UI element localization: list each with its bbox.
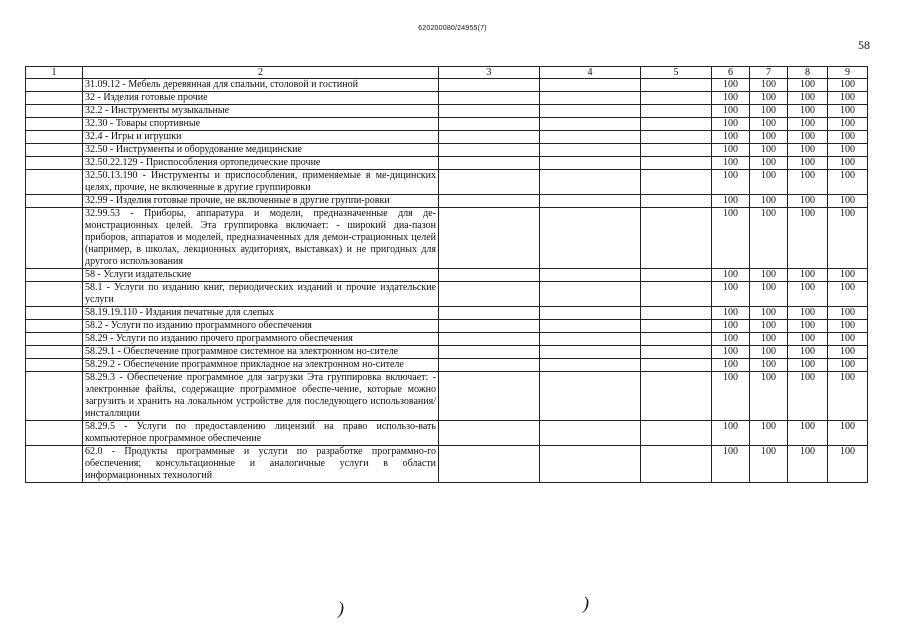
cell-col1: [26, 208, 83, 269]
value-cell-col9: 100: [828, 144, 868, 157]
table-row: [26, 131, 868, 144]
table-row: [26, 92, 868, 105]
classification-table: [25, 66, 868, 483]
column-header: 7: [750, 67, 788, 79]
cell-col3: [439, 131, 540, 144]
cell-col1: [26, 131, 83, 144]
value-cell-col7: 100: [750, 195, 788, 208]
value-cell-col9: 100: [828, 421, 868, 446]
value-cell-col7: 100: [750, 157, 788, 170]
product-code-cell: 58.29.1 - Обеспечение программное системное на электронном но-сителе: [83, 346, 439, 359]
value-cell-col8: 100: [788, 421, 828, 446]
product-code-cell: 62.0 - Продукты программные и услуги по разработке программно-го обеспечения; консультационные и аналогичные услуги в области информационных технологий: [83, 446, 439, 483]
cell-col3: [439, 118, 540, 131]
table-row: [26, 421, 868, 446]
cell-col4: [540, 333, 641, 346]
value-cell-col7: 100: [750, 446, 788, 483]
cell-col1: [26, 282, 83, 307]
table-row: [26, 446, 868, 483]
value-cell-col8: 100: [788, 446, 828, 483]
handwritten-mark: ): [338, 598, 344, 618]
value-cell-col6: 100: [712, 346, 750, 359]
value-cell-col8: 100: [788, 307, 828, 320]
table-row: [26, 269, 868, 282]
cell-col3: [439, 372, 540, 421]
cell-col4: [540, 307, 641, 320]
cell-col4: [540, 320, 641, 333]
table-row: [26, 118, 868, 131]
value-cell-col6: 100: [712, 144, 750, 157]
value-cell-col6: 100: [712, 282, 750, 307]
value-cell-col9: 100: [828, 359, 868, 372]
table-row: [26, 320, 868, 333]
value-cell-col9: 100: [828, 346, 868, 359]
value-cell-col7: 100: [750, 144, 788, 157]
cell-col1: [26, 195, 83, 208]
cell-col1: [26, 446, 83, 483]
cell-col1: [26, 421, 83, 446]
cell-col4: [540, 170, 641, 195]
column-header: 1: [26, 67, 83, 79]
cell-col3: [439, 144, 540, 157]
cell-col3: [439, 307, 540, 320]
table-row: [26, 346, 868, 359]
value-cell-col8: 100: [788, 320, 828, 333]
cell-col5: [641, 421, 712, 446]
value-cell-col8: 100: [788, 157, 828, 170]
value-cell-col6: 100: [712, 195, 750, 208]
cell-col3: [439, 79, 540, 92]
table-row: [26, 372, 868, 421]
value-cell-col9: 100: [828, 92, 868, 105]
value-cell-col9: 100: [828, 131, 868, 144]
value-cell-col9: 100: [828, 195, 868, 208]
value-cell-col7: 100: [750, 282, 788, 307]
cell-col5: [641, 79, 712, 92]
value-cell-col8: 100: [788, 118, 828, 131]
cell-col4: [540, 372, 641, 421]
cell-col1: [26, 79, 83, 92]
product-code-cell: 58.29 - Услуги по изданию прочего программного обеспечения: [83, 333, 439, 346]
value-cell-col9: 100: [828, 157, 868, 170]
cell-col4: [540, 79, 641, 92]
table-row: [26, 359, 868, 372]
value-cell-col9: 100: [828, 208, 868, 269]
cell-col5: [641, 195, 712, 208]
value-cell-col7: 100: [750, 307, 788, 320]
value-cell-col6: 100: [712, 307, 750, 320]
table-row: [26, 144, 868, 157]
cell-col4: [540, 269, 641, 282]
value-cell-col7: 100: [750, 320, 788, 333]
value-cell-col8: 100: [788, 79, 828, 92]
product-code-cell: 58 - Услуги издательские: [83, 269, 439, 282]
value-cell-col8: 100: [788, 92, 828, 105]
product-code-cell: 32.99 - Изделия готовые прочие, не включенные в другие группи-ровки: [83, 195, 439, 208]
cell-col4: [540, 359, 641, 372]
value-cell-col8: 100: [788, 359, 828, 372]
cell-col5: [641, 446, 712, 483]
column-header: 6: [712, 67, 750, 79]
cell-col4: [540, 446, 641, 483]
value-cell-col8: 100: [788, 269, 828, 282]
value-cell-col7: 100: [750, 372, 788, 421]
value-cell-col7: 100: [750, 170, 788, 195]
value-cell-col8: 100: [788, 333, 828, 346]
cell-col3: [439, 421, 540, 446]
cell-col1: [26, 320, 83, 333]
value-cell-col6: 100: [712, 131, 750, 144]
cell-col5: [641, 269, 712, 282]
product-code-cell: 58.29.2 - Обеспечение программное прикладное на электронном но-сителе: [83, 359, 439, 372]
value-cell-col8: 100: [788, 131, 828, 144]
cell-col5: [641, 359, 712, 372]
column-header: 9: [828, 67, 868, 79]
cell-col3: [439, 333, 540, 346]
cell-col1: [26, 359, 83, 372]
value-cell-col7: 100: [750, 131, 788, 144]
value-cell-col8: 100: [788, 170, 828, 195]
handwritten-mark: ): [583, 593, 589, 613]
product-code-cell: 58.29.3 - Обеспечение программное для загрузки Эта группировка включает: - электронные файлы, содержащие программное обеспе-чение, которые можно загрузить и хранить на локальном устройстве для последующего использования/инсталляции: [83, 372, 439, 421]
product-code-cell: 58.19.19.110 - Издания печатные для слепых: [83, 307, 439, 320]
value-cell-col7: 100: [750, 208, 788, 269]
cell-col5: [641, 372, 712, 421]
cell-col3: [439, 105, 540, 118]
column-header: 3: [439, 67, 540, 79]
value-cell-col8: 100: [788, 372, 828, 421]
value-cell-col8: 100: [788, 144, 828, 157]
cell-col5: [641, 282, 712, 307]
product-code-cell: 32.50.22.129 - Приспособления ортопедические прочие: [83, 157, 439, 170]
value-cell-col6: 100: [712, 105, 750, 118]
value-cell-col9: 100: [828, 320, 868, 333]
value-cell-col8: 100: [788, 105, 828, 118]
cell-col3: [439, 320, 540, 333]
cell-col1: [26, 105, 83, 118]
cell-col1: [26, 269, 83, 282]
product-code-cell: 32.30 - Товары спортивные: [83, 118, 439, 131]
cell-col4: [540, 105, 641, 118]
value-cell-col9: 100: [828, 282, 868, 307]
table-row: [26, 307, 868, 320]
value-cell-col9: 100: [828, 79, 868, 92]
cell-col5: [641, 170, 712, 195]
product-code-cell: 32.50.13.190 - Инструменты и приспособления, применяемые в ме-дицинских целях, прочие, не включенные в другие группировки: [83, 170, 439, 195]
cell-col5: [641, 333, 712, 346]
table-row: [26, 195, 868, 208]
value-cell-col6: 100: [712, 269, 750, 282]
value-cell-col7: 100: [750, 333, 788, 346]
cell-col5: [641, 307, 712, 320]
product-code-cell: 58.2 - Услуги по изданию программного обеспечения: [83, 320, 439, 333]
cell-col1: [26, 118, 83, 131]
value-cell-col7: 100: [750, 346, 788, 359]
table-row: [26, 157, 868, 170]
cell-col3: [439, 170, 540, 195]
value-cell-col7: 100: [750, 269, 788, 282]
product-code-cell: 32.50 - Инструменты и оборудование медицинские: [83, 144, 439, 157]
value-cell-col7: 100: [750, 421, 788, 446]
cell-col1: [26, 346, 83, 359]
value-cell-col6: 100: [712, 421, 750, 446]
cell-col3: [439, 269, 540, 282]
cell-col3: [439, 346, 540, 359]
value-cell-col9: 100: [828, 118, 868, 131]
cell-col5: [641, 157, 712, 170]
value-cell-col6: 100: [712, 157, 750, 170]
cell-col3: [439, 359, 540, 372]
value-cell-col6: 100: [712, 170, 750, 195]
cell-col5: [641, 208, 712, 269]
value-cell-col8: 100: [788, 195, 828, 208]
cell-col4: [540, 208, 641, 269]
value-cell-col7: 100: [750, 79, 788, 92]
cell-col5: [641, 346, 712, 359]
product-code-cell: 32.99.53 - Приборы, аппаратура и модели, предназначенные для де-монстрационных целей. Эта группировка включает: - широкий диа-пазон приборов, аппаратов и моделей, предназначенных для демон-страционных целей (например, в школах, лекционных аудиториях, выставках) и не пригодных для другого использования: [83, 208, 439, 269]
cell-col1: [26, 92, 83, 105]
table-row: [26, 208, 868, 269]
cell-col3: [439, 282, 540, 307]
cell-col4: [540, 421, 641, 446]
cell-col1: [26, 170, 83, 195]
cell-col5: [641, 320, 712, 333]
product-code-cell: 58.1 - Услуги по изданию книг, периодических изданий и прочие издательские услуги: [83, 282, 439, 307]
cell-col4: [540, 195, 641, 208]
column-header: 2: [83, 67, 439, 79]
product-code-cell: 32.2 - Инструменты музыкальные: [83, 105, 439, 118]
value-cell-col6: 100: [712, 208, 750, 269]
cell-col5: [641, 144, 712, 157]
value-cell-col6: 100: [712, 79, 750, 92]
table-row: [26, 333, 868, 346]
product-code-cell: 58.29.5 - Услуги по предоставлению лицензий на право использо-вать компьютерное программное обеспечение: [83, 421, 439, 446]
value-cell-col6: 100: [712, 118, 750, 131]
header-row: [26, 67, 868, 79]
cell-col4: [540, 144, 641, 157]
cell-col3: [439, 157, 540, 170]
value-cell-col8: 100: [788, 346, 828, 359]
cell-col5: [641, 118, 712, 131]
value-cell-col9: 100: [828, 170, 868, 195]
value-cell-col6: 100: [712, 446, 750, 483]
cell-col4: [540, 157, 641, 170]
product-code-cell: 31.09.12 - Мебель деревянная для спальни, столовой и гостиной: [83, 79, 439, 92]
cell-col1: [26, 333, 83, 346]
value-cell-col7: 100: [750, 92, 788, 105]
value-cell-col9: 100: [828, 333, 868, 346]
column-header: 8: [788, 67, 828, 79]
value-cell-col7: 100: [750, 105, 788, 118]
column-header: 5: [641, 67, 712, 79]
value-cell-col7: 100: [750, 118, 788, 131]
value-cell-col6: 100: [712, 333, 750, 346]
value-cell-col9: 100: [828, 372, 868, 421]
cell-col5: [641, 131, 712, 144]
cell-col4: [540, 118, 641, 131]
product-code-cell: 32.4 - Игры и игрушки: [83, 131, 439, 144]
value-cell-col9: 100: [828, 269, 868, 282]
value-cell-col9: 100: [828, 307, 868, 320]
product-code-cell: 32 - Изделия готовые прочие: [83, 92, 439, 105]
page-number: 58: [858, 38, 870, 52]
column-header: 4: [540, 67, 641, 79]
document-code: 620200080/24955(7): [418, 25, 487, 32]
value-cell-col8: 100: [788, 282, 828, 307]
value-cell-col7: 100: [750, 359, 788, 372]
cell-col5: [641, 105, 712, 118]
value-cell-col8: 100: [788, 208, 828, 269]
cell-col3: [439, 208, 540, 269]
table-row: [26, 105, 868, 118]
value-cell-col6: 100: [712, 320, 750, 333]
cell-col1: [26, 372, 83, 421]
cell-col4: [540, 346, 641, 359]
cell-col1: [26, 307, 83, 320]
cell-col1: [26, 144, 83, 157]
table-row: [26, 79, 868, 92]
cell-col4: [540, 282, 641, 307]
value-cell-col6: 100: [712, 92, 750, 105]
value-cell-col6: 100: [712, 359, 750, 372]
cell-col5: [641, 92, 712, 105]
cell-col3: [439, 92, 540, 105]
cell-col1: [26, 157, 83, 170]
cell-col4: [540, 92, 641, 105]
value-cell-col9: 100: [828, 446, 868, 483]
value-cell-col6: 100: [712, 372, 750, 421]
cell-col3: [439, 195, 540, 208]
table-row: [26, 170, 868, 195]
table-row: [26, 282, 868, 307]
cell-col3: [439, 446, 540, 483]
cell-col4: [540, 131, 641, 144]
value-cell-col9: 100: [828, 105, 868, 118]
